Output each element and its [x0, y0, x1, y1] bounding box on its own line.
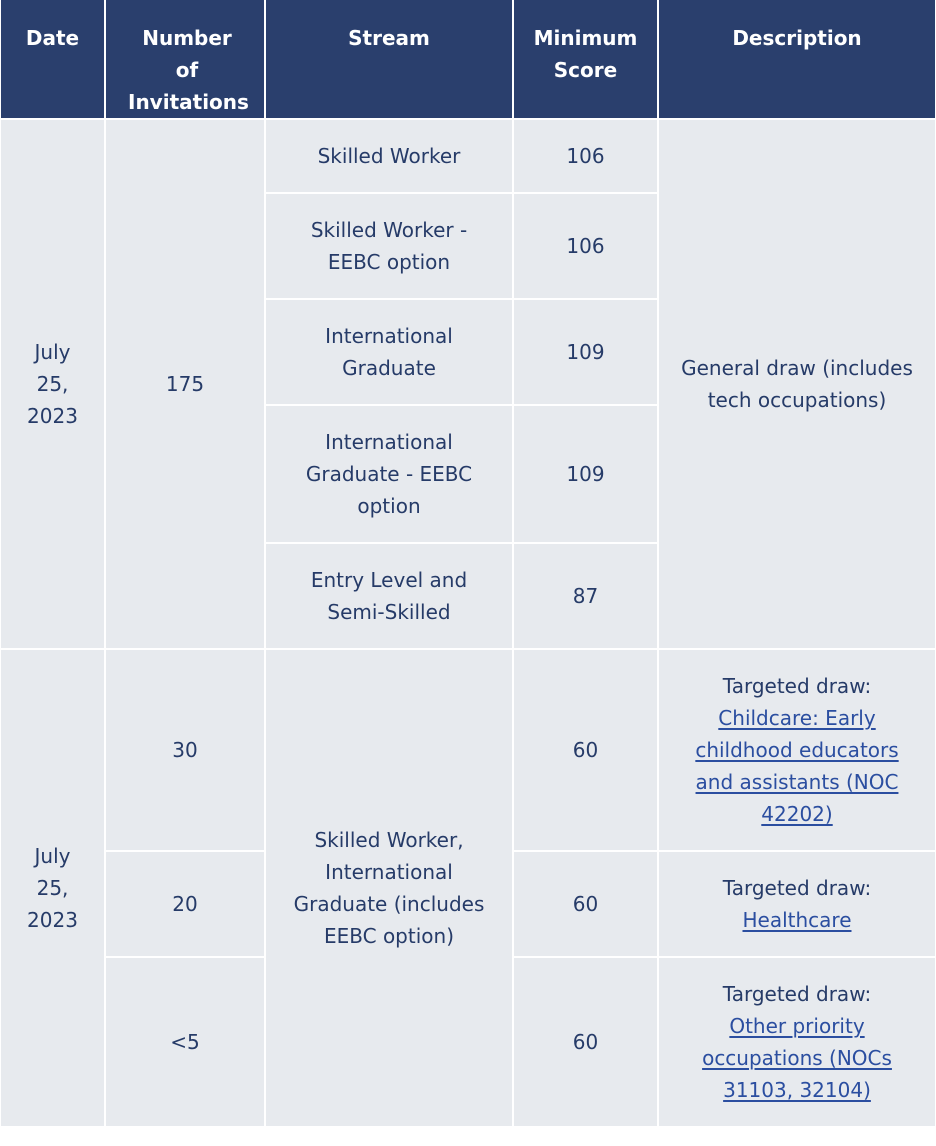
description-prefix: Targeted draw: — [722, 674, 872, 698]
invitations-cell: 175 — [105, 119, 265, 649]
description-cell: General draw (includes tech occupations) — [658, 119, 935, 649]
score-cell: 60 — [513, 649, 658, 851]
healthcare-link[interactable]: Healthcare — [742, 908, 852, 932]
header-invitations: Number of Invitations — [105, 0, 265, 119]
score-cell: 109 — [513, 405, 658, 543]
table-row — [1, 119, 935, 193]
header-minimum-score: Minimum Score — [513, 0, 658, 119]
stream-cell: International Graduate — [265, 299, 513, 405]
description-prefix: Targeted draw: — [722, 876, 872, 900]
invitations-cell: 20 — [105, 851, 265, 957]
invitations-cell: <5 — [105, 957, 265, 1127]
header-stream: Stream — [265, 0, 513, 119]
header-date: Date — [1, 0, 105, 119]
draw-results-table — [1, 0, 935, 1128]
other-priority-occupations-link[interactable]: Other priority occupations (NOCs 31103, 32104) — [702, 1014, 892, 1102]
description-cell — [658, 957, 935, 1127]
date-cell: July 25, 2023 — [1, 119, 105, 649]
date-cell: July 25, 2023 — [1, 649, 105, 1127]
score-cell: 106 — [513, 119, 658, 193]
invitations-cell: 30 — [105, 649, 265, 851]
score-cell: 106 — [513, 193, 658, 299]
stream-cell: Skilled Worker, International Graduate (includes EEBC option) — [265, 649, 513, 1127]
header-description: Description — [658, 0, 935, 119]
score-cell: 87 — [513, 543, 658, 649]
score-cell: 60 — [513, 851, 658, 957]
stream-cell: International Graduate - EEBC option — [265, 405, 513, 543]
description-cell — [658, 851, 935, 957]
description-prefix: Targeted draw: — [722, 982, 872, 1006]
table-row — [1, 649, 935, 851]
childcare-link[interactable]: Childcare: Early childhood educators and assistants (NOC 42202) — [695, 706, 899, 826]
header-row — [1, 0, 935, 119]
stream-cell: Entry Level and Semi-Skilled — [265, 543, 513, 649]
description-cell — [658, 649, 935, 851]
score-cell: 109 — [513, 299, 658, 405]
stream-cell: Skilled Worker - EEBC option — [265, 193, 513, 299]
stream-cell: Skilled Worker — [265, 119, 513, 193]
score-cell: 60 — [513, 957, 658, 1127]
